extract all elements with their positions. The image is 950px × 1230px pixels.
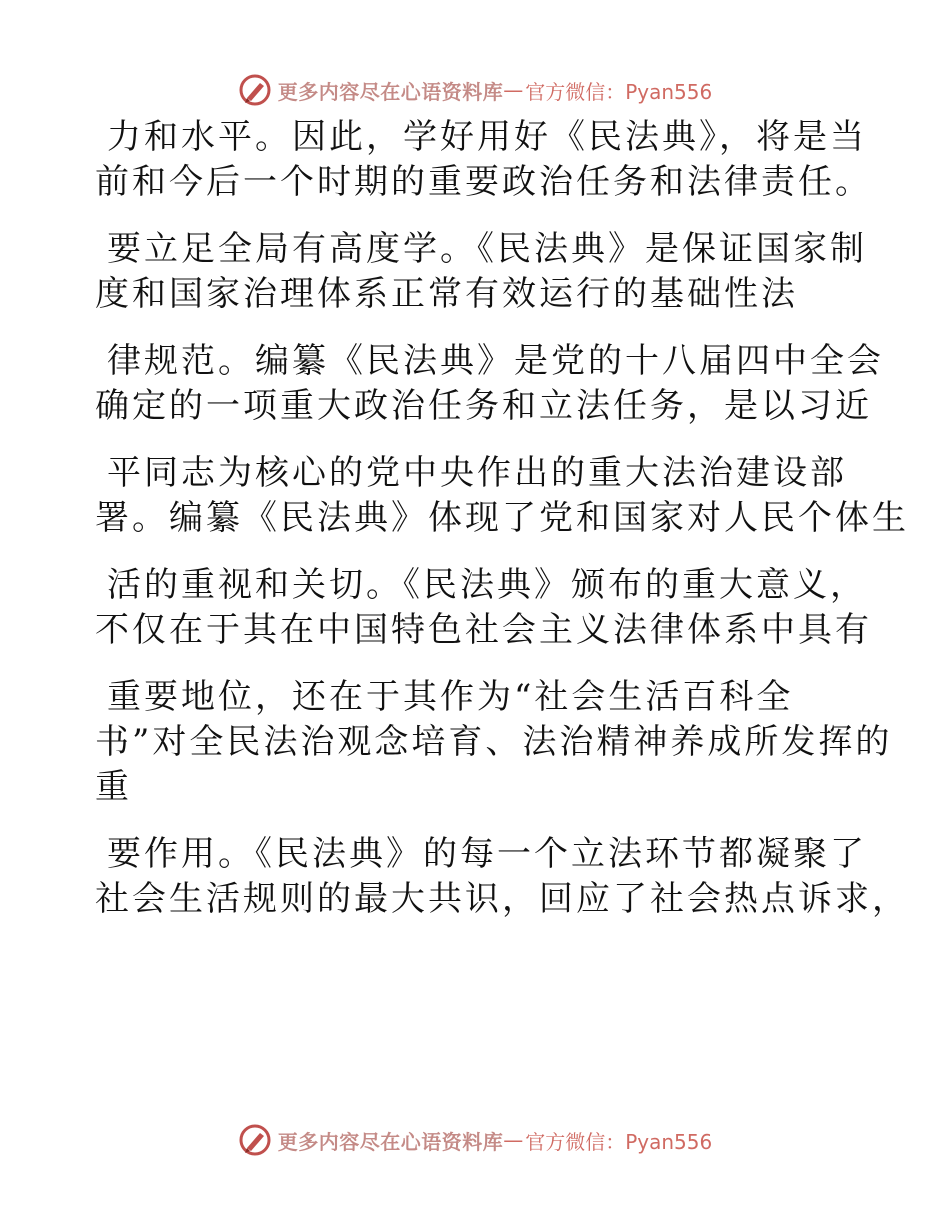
text-line: 度和国家治理体系正常有效运行的基础性法 xyxy=(95,274,798,314)
header-wechat-text: 官方微信：Pyan556 xyxy=(525,79,713,104)
text-line: 要立足全局有高度学。《民法典》是保证国家制 xyxy=(107,229,867,269)
text-line: 力和水平。因此，学好用好《民法典》，将是当 xyxy=(107,117,867,157)
paragraph xyxy=(95,675,895,810)
text-line: 署。编纂《民法典》体现了党和国家对人民个体生 xyxy=(95,498,909,538)
text-line: 确定的一项重大政治任务和立法任务，是以习近 xyxy=(95,386,872,426)
text-line: 不仅在于其在中国特色社会主义法律体系中具有 xyxy=(95,610,872,650)
footer-separator: — xyxy=(503,1128,524,1152)
paragraph xyxy=(95,832,909,922)
footer-brand-text: 更多内容尽在心语资料库 xyxy=(277,1129,504,1154)
document-body xyxy=(95,115,909,922)
pen-circle-logo-icon xyxy=(238,1123,272,1157)
paragraph xyxy=(95,563,895,653)
text-line: 书”对全民法治观念培育、法治精神养成所发挥的 xyxy=(95,722,893,762)
text-line: 重 xyxy=(95,767,132,807)
pen-circle-logo-icon xyxy=(238,73,272,107)
text-line: 重要地位，还在于其作为“社会生活百科全 xyxy=(107,677,794,717)
header-brand-text: 更多内容尽在心语资料库 xyxy=(277,79,504,104)
paragraph xyxy=(95,227,895,317)
paragraph xyxy=(95,451,909,541)
text-line: 律规范。编纂《民法典》是党的十八届四中全会 xyxy=(107,341,884,381)
text-line: 活的重视和关切。《民法典》颁布的重大意义， xyxy=(107,565,867,605)
footer-wechat-text: 官方微信：Pyan556 xyxy=(525,1129,713,1154)
paragraph xyxy=(95,115,895,205)
footer-banner xyxy=(0,1120,950,1160)
text-line: 要作用。《民法典》的每一个立法环节都凝聚了 xyxy=(107,834,867,874)
text-line: 前和今后一个时期的重要政治任务和法律责任。 xyxy=(95,162,872,202)
header-banner xyxy=(0,70,950,110)
header-separator: — xyxy=(503,78,524,102)
text-line: 平同志为核心的党中央作出的重大法治建设部 xyxy=(107,453,847,493)
text-line: 社会生活规则的最大共识，回应了社会热点诉求， xyxy=(95,879,909,919)
paragraph xyxy=(95,339,895,429)
